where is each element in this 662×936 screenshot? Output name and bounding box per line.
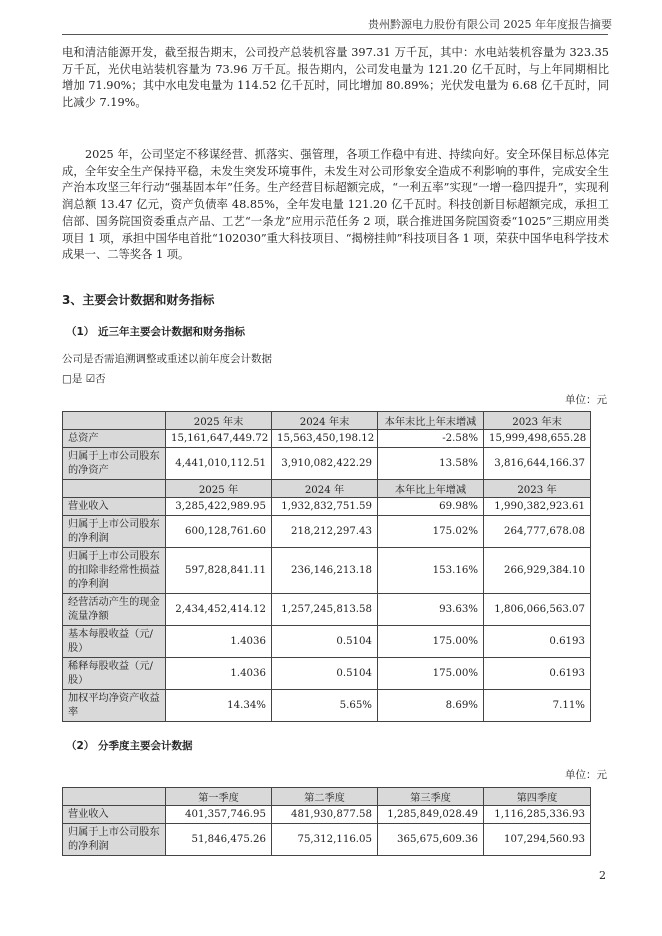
table-cell: 51,846,475.26 [166,824,272,856]
table-row [63,448,591,480]
table-row [63,430,591,448]
table-row [63,516,591,548]
table-cell: 266,929,384.10 [484,548,591,594]
table-header-row [63,412,591,430]
table-row [63,824,591,856]
row-label: 基本每股收益（元/股） [63,626,166,658]
table-cell: 1,285,849,028.49 [378,806,484,824]
table-cell: 14.34% [166,690,272,722]
table-header-row [63,788,591,806]
table-cell: 0.6193 [484,658,591,690]
header-cell: 2023 年末 [484,412,591,430]
header-cell [63,412,166,430]
table-cell: 175.02% [378,516,484,548]
table-cell: 481,930,877.58 [272,806,378,824]
table-cell: 1,806,066,563.07 [484,594,591,626]
header-cell: 第一季度 [166,788,272,806]
table-cell: 175.00% [378,626,484,658]
row-label: 经营活动产生的现金流量净额 [63,594,166,626]
row-label: 稀释每股收益（元/股） [63,658,166,690]
row-label: 归属于上市公司股东的净利润 [63,516,166,548]
table-cell: 4,441,010,112.51 [166,448,272,480]
table-cell: 69.98% [378,498,484,516]
header-cell: 第三季度 [378,788,484,806]
table-cell: 3,285,422,989.95 [166,498,272,516]
table-row [63,548,591,594]
table-cell: 5.65% [272,690,378,722]
table-cell: 1,257,245,813.58 [272,594,378,626]
table-cell: 1,116,285,336.93 [484,806,591,824]
table-cell: 1.4036 [166,626,272,658]
body-paragraph-1: 电和清洁能源开发，截至报告期末，公司投产总装机容量 397.31 万千瓦，其中：水电站装机容量为 323.35 万千瓦，光伏电站装机容量为 73.96 万千瓦。报告期内，公司发电量为 121.20 亿千瓦时，与上年同期相比增加 71.90%；其中水电发电量为 114.52 亿千瓦时，同比增加 80.89%；光伏发电量为 6.68 亿千瓦时，同比减少 7.19%。 [62,46,609,110]
row-label: 归属于上市公司股东的净利润 [63,824,166,856]
header-cell [63,480,166,498]
header-title: 贵州黔源电力股份有限公司 2025 年年度报告摘要 [368,18,612,31]
header-cell: 2025 年末 [166,412,272,430]
table-cell: 3,910,082,422.29 [272,448,378,480]
table-cell: 600,128,761.60 [166,516,272,548]
table-row [63,658,591,690]
table-cell: 1.4036 [166,658,272,690]
restatement-answer: □是 ☑否 [62,373,106,385]
table-cell: 365,675,609.36 [378,824,484,856]
table-cell: 13.58% [378,448,484,480]
table-cell: 1,990,382,923.61 [484,498,591,516]
table-cell: 218,212,297.43 [272,516,378,548]
header-cell: 2023 年 [484,480,591,498]
table-row [63,806,591,824]
unit-label-quarterly: 单位：元 [565,769,607,781]
table-cell: 107,294,560.93 [484,824,591,856]
table-cell: 0.6193 [484,626,591,658]
table-row [63,690,591,722]
body-paragraph-2: 2025 年，公司坚定不移谋经营、抓落实、强管理，各项工作稳中有进、持续向好。安全环保目标总体完成，全年安全生产保持平稳，未发生突发环境事件，未发生对公司形象安全造成不利影响的事件，完成安全生产治本攻坚三年行动“强基固本年”任务。生产经营目标超额完成，“一利五率”实现“一增一稳四提升”，实现利润总额 13.47 亿元，资产负债率 48.85%，全年发电量 121.20 亿千瓦时。科技创新目标超额完成，承担工信部、国务院国资委重点产品、工艺“一条龙”应用示范任务 2 项，联合推进国务院国资委“1025”三期应用类项目 1 项，承担中国华电首批“102030”重大科技项目、“揭榜挂帅”科技项目各 1 项，荣获中国华电科学技术成果一、二等奖各 1 项。 [62,148,609,262]
row-label: 归属于上市公司股东的净资产 [63,448,166,480]
table-cell: 153.16% [378,548,484,594]
header-cell: 第二季度 [272,788,378,806]
table-header-row [63,480,591,498]
table-cell: 15,563,450,198.12 [272,430,378,448]
header-cell [63,788,166,806]
table-cell: 236,146,213.18 [272,548,378,594]
table-cell: 75,312,116.05 [272,824,378,856]
annual-financial-table [62,411,591,722]
page-number: 2 [599,869,606,882]
table-cell: 264,777,678.08 [484,516,591,548]
table-cell: 15,161,647,449.72 [166,430,272,448]
table-cell: 597,828,841.11 [166,548,272,594]
table-cell: 2,434,452,414.12 [166,594,272,626]
header-cell: 2025 年 [166,480,272,498]
table-cell: 0.5104 [272,658,378,690]
table-row [63,594,591,626]
table-cell: 0.5104 [272,626,378,658]
header-cell: 第四季度 [484,788,591,806]
table-cell: 8.69% [378,690,484,722]
table-cell: 7.11% [484,690,591,722]
row-label: 营业收入 [63,498,166,516]
table-cell: 1,932,832,751.59 [272,498,378,516]
table-row [63,626,591,658]
header-rule [62,34,608,35]
quarterly-financial-table [62,787,591,856]
table-cell: 401,357,746.95 [166,806,272,824]
header-cell: 本年末比上年末增减 [378,412,484,430]
table-cell: -2.58% [378,430,484,448]
table-row [63,498,591,516]
header-cell: 2024 年 [272,480,378,498]
row-label: 加权平均净资产收益率 [63,690,166,722]
table-cell: 175.00% [378,658,484,690]
row-label: 归属于上市公司股东的扣除非经常性损益的净利润 [63,548,166,594]
table-cell: 15,999,498,655.28 [484,430,591,448]
row-label: 营业收入 [63,806,166,824]
unit-label-annual: 单位：元 [565,394,607,406]
row-label: 总资产 [63,430,166,448]
section-heading: 3、主要会计数据和财务指标 [62,293,215,307]
table-cell: 93.63% [378,594,484,626]
table-cell: 3,816,644,166.37 [484,448,591,480]
subsection-heading-quarterly: （2） 分季度主要会计数据 [66,740,193,752]
header-cell: 本年比上年增减 [378,480,484,498]
restatement-question: 公司是否需追溯调整或重述以前年度会计数据 [62,353,272,365]
header-cell: 2024 年末 [272,412,378,430]
subsection-heading-annual: （1） 近三年主要会计数据和财务指标 [66,326,245,338]
